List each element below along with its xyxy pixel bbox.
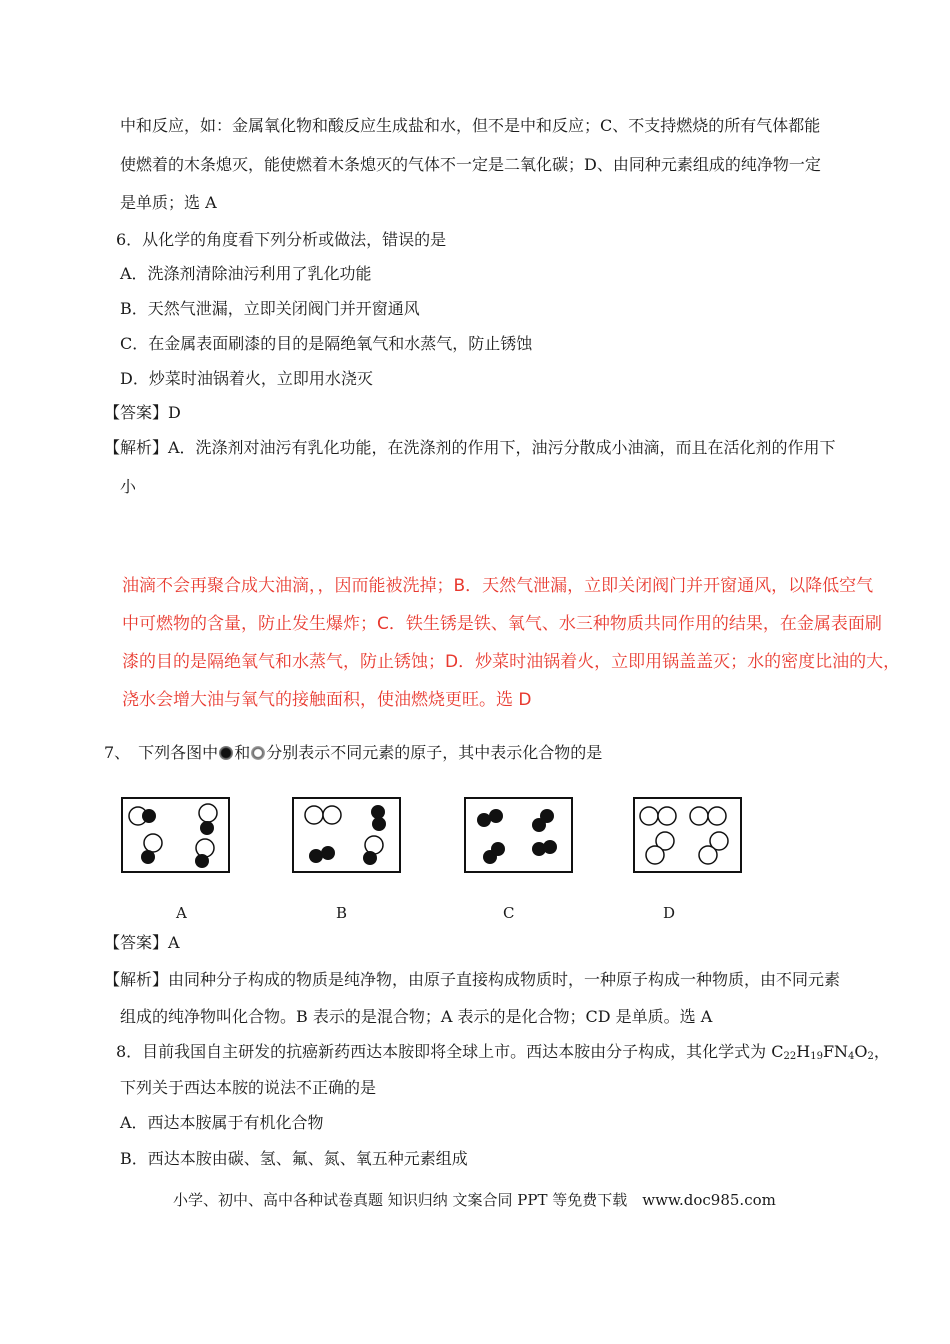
formula-sub-c: 22: [783, 1051, 797, 1062]
q7-answer: 【答案】A: [104, 933, 180, 952]
figure-a-molecules: [123, 799, 228, 871]
q6-analysis-line-1: 【解析】A．洗涤剂对油污有乳化功能，在洗涤剂的作用下，油污分散成小油滴，而且在活化剂的作用下: [104, 438, 836, 457]
figure-label-c: C: [503, 904, 515, 922]
q6-red-line-1: 油滴不会再聚合成大油滴，，因而能被洗掉；B．天然气泄漏，立即关闭阀门并开窗通风，以降低空气: [122, 576, 874, 596]
formula-sub-n: 4: [848, 1051, 855, 1062]
formula-o: O: [854, 1042, 868, 1061]
figure-a: [121, 797, 230, 873]
figure-label-b: B: [336, 904, 348, 922]
q8-stem-tail: ，: [873, 1042, 890, 1061]
figure-d: [633, 797, 742, 873]
q6-stem: 6．从化学的角度看下列分析或做法，错误的是: [116, 230, 447, 249]
q6-answer: 【答案】D: [104, 403, 181, 422]
q6-option-c: C．在金属表面刷漆的目的是隔绝氧气和水蒸气，防止锈蚀: [120, 334, 533, 353]
q6-red-line-4: 浇水会增大油与氧气的接触面积，使油燃烧更旺。选 D: [122, 690, 532, 710]
figure-b-molecules: [294, 799, 399, 871]
formula-sub-o: 2: [867, 1051, 874, 1062]
q5-analysis-line-2: 使燃着的木条熄灭，能使燃着木条熄灭的气体不一定是二氧化碳；D、由同种元素组成的纯净物一定: [120, 155, 821, 174]
q7-stem: [104, 741, 602, 765]
figure-label-a: A: [176, 904, 187, 922]
figure-label-d: D: [663, 904, 676, 922]
q6-analysis-line-2: 小: [120, 477, 137, 496]
figure-c-molecules: [466, 799, 571, 871]
page-footer: 小学、初中、高中各种试卷真题 知识归纳 文案合同 PPT 等免费下载 www.doc985.com: [173, 1191, 776, 1209]
light-atom-icon: [251, 746, 265, 760]
q6-red-line-3: 漆的目的是隔绝氧气和水蒸气，防止锈蚀；D．炒菜时油锅着火，立即用锅盖盖灭；水的密度比油的大，: [122, 652, 901, 672]
q7-stem-start: 7、 下列各图中: [104, 743, 219, 762]
q6-option-d: D．炒菜时油锅着火，立即用水浇灭: [120, 369, 373, 388]
q6-option-a: A．洗涤剂清除油污利用了乳化功能: [120, 264, 372, 283]
dark-atom-icon: [219, 746, 233, 760]
q8-stem-line-1: [116, 1040, 890, 1069]
formula-fn: FN: [822, 1042, 849, 1061]
figure-d-molecules: [635, 799, 740, 871]
q8-option-a: A．西达本胺属于有机化合物: [120, 1113, 324, 1132]
q7-stem-and: 和: [234, 743, 251, 762]
formula-sub-h: 19: [810, 1051, 823, 1062]
q5-analysis-line-3: 是单质；选 A: [120, 193, 217, 212]
q5-analysis-line-1: 中和反应，如：金属氧化物和酸反应生成盐和水，但不是中和反应；C、不支持燃烧的所有气体都能: [120, 116, 821, 135]
formula-h: H: [796, 1042, 811, 1061]
q6-red-line-2: 中可燃物的含量，防止发生爆炸；C．铁生锈是铁、氧气、水三种物质共同作用的结果，在金属表面刷: [122, 614, 882, 634]
q6-option-b: B．天然气泄漏，立即关闭阀门并开窗通风: [120, 299, 420, 318]
figure-b: [292, 797, 401, 873]
q7-analysis-line-1: 【解析】由同种分子构成的物质是纯净物，由原子直接构成物质时，一种原子构成一种物质，由不同元素: [104, 970, 841, 989]
figure-c: [464, 797, 573, 873]
q8-stem-line-2: 下列关于西达本胺的说法不正确的是: [120, 1078, 377, 1097]
q8-stem-text: 8．目前我国自主研发的抗癌新药西达本胺即将全球上市。西达本胺由分子构成，其化学式为 C: [116, 1042, 784, 1061]
q7-analysis-line-2: 组成的纯净物叫化合物。B 表示的是混合物；A 表示的是化合物；CD 是单质。选 A: [120, 1007, 713, 1026]
q8-option-b: B．西达本胺由碳、氢、氟、氮、氧五种元素组成: [120, 1149, 468, 1168]
q7-stem-end: 分别表示不同元素的原子，其中表示化合物的是: [266, 743, 603, 762]
